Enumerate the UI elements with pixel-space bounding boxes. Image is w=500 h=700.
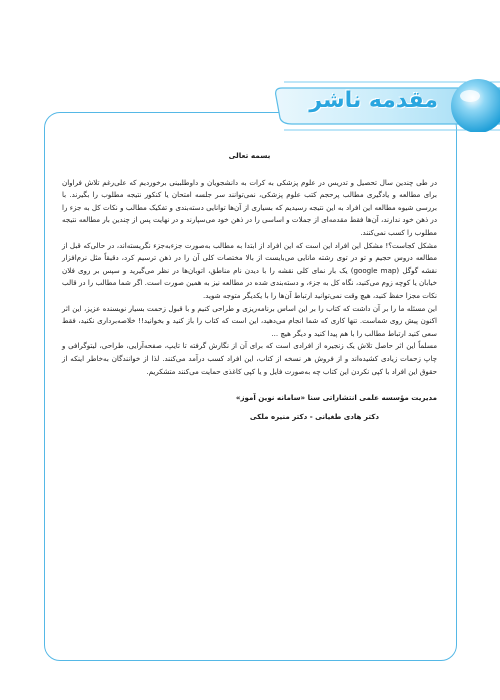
document-body bbox=[62, 150, 437, 423]
paragraph: در طی چندین سال تحصیل و تدریس در علوم پزشکی به کرات به دانشجویان و داوطلبینی برخوردیم که علی‌رغم تلاش فراوان برای مطالعه و یادگیری مطالب پرحجم کتب علوم پزشکی، نمی‌توانند سر جلسه امتحان یا کنکور نتیجه مطلوب را بگیرند. با بررسی شیوه مطالعه این افراد به این نتیجه رسیدیم که بسیاری از آن‌ها توانایی دسته‌بندی و تفکیک مطالب و نکات کل به جزء را در ذهن خود ندارند، آن‌ها فقط مقدمه‌ای از جملات و اساسی را در ذهن خود می‌سپارند و در نهایت پس از چندین بار مطالعه نتیجه مطلوب را کسب نمی‌کنند. bbox=[62, 177, 437, 237]
header-orb-icon bbox=[451, 79, 500, 132]
paragraph: این مسئله ما را بر آن داشت که کتاب را بر این اساس برنامه‌ریزی و طراحی کنیم و با قبول زحمت بسیار نویسنده عزیز، این اثر اکنون پیش روی شماست. تنها کاری که شما انجام می‌دهید، این است که کتاب را باز کنید و بخوانید!! خلاصه‌برداری نکنید، فقط سعی کنید ارتباط مطالب را با هم پیدا کنید و دیگر هیچ ... bbox=[62, 303, 437, 338]
signature-names: دکتر هادی طغیانی - دکتر منیره ملکی bbox=[249, 411, 379, 421]
signature-block bbox=[62, 392, 437, 423]
signature-org: مدیریت مؤسسه علمی انتشاراتی سنا «سامانه نوین آموز» bbox=[235, 393, 437, 403]
bismillah-heading: بسمه تعالی bbox=[228, 151, 271, 160]
paragraph: مسلماً این اثر حاصل تلاش یک زنجیره از افرادی است که برای آن از نگارش گرفته تا تایپ، صفحه‌آرایی، طراحی، لیتوگرافی و چاپ زحمات زیادی کشیده‌اند و از فروش هر نسخه از کتاب، این افراد کسب درآمد می‌کنند. لذا از خوانندگان به‌خاطر اینکه از حقوق این افراد با کپی نکردن این کتاب چه به‌صورت فایل و یا کپی کاغذی حمایت می‌کنند متشکریم. bbox=[62, 341, 437, 376]
page-title: مقدمه ناشر bbox=[309, 88, 438, 113]
paragraph: مشکل کجاست؟! مشکل این افراد این است که این افراد از ابتدا به مطالب به‌صورت جزءبه‌جزء نگریسته‌اند، در حالی‌که قبل از مطالعه دروس حجیم و تو در توی رشته مانایی می‌بایست از بالا مختصات کلی آن را در ذهن ترسیم کرد، دقیقاً مثل نرم‌افزار نقشه گوگل (google map) یک بار نمای کلی نقشه را با دیدن نام مناطق، اتوبان‌ها در نظر می‌گیرید و سپس بر روی فلان خیابان یا کوچه زوم می‌کنید، نگاه کل به جزء، و دسته‌بندی شده در مطالعه نیز به همین صورت است. اگر شما مطالب را در قالب نکات مجزا حفظ کنید، هیچ وقت نمی‌توانید ارتباط آن‌ها را با یکدیگر متوجه شوید. bbox=[62, 240, 437, 300]
